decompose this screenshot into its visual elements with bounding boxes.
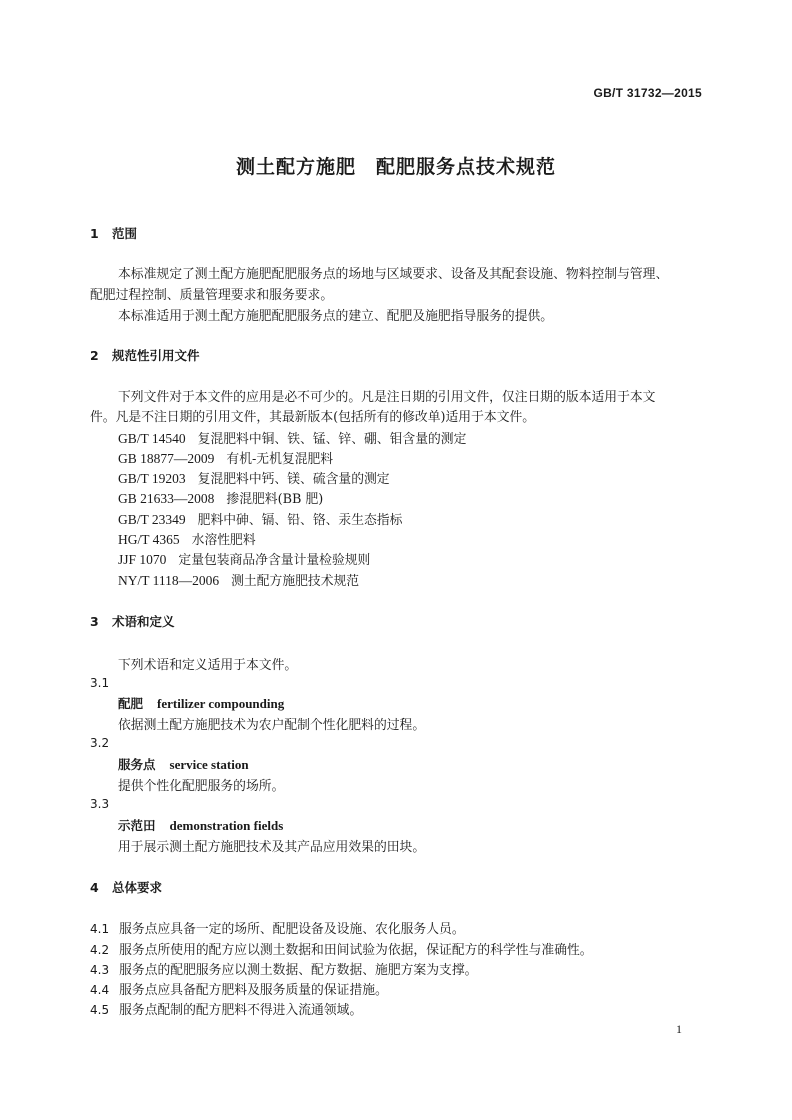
section-2-intro-line-2: 件。凡是不注日期的引用文件，其最新版本(包括所有的修改单)适用于本文件。 <box>90 410 536 425</box>
normative-reference: GB 21633—2008 掺混肥料(BB 肥) <box>118 491 324 507</box>
normative-reference: GB/T 19203 复混肥料中钙、镁、硫含量的测定 <box>118 471 390 487</box>
term-number: 3.3 <box>90 797 110 811</box>
section-number: 3 <box>90 614 99 629</box>
document-title: 测土配方施肥 配肥服务点技术规范 <box>235 156 556 178</box>
term-definition: 依据测土配方施肥技术为农户配制个性化肥料的过程。 <box>118 718 426 733</box>
standard-number: GB/T 31732—2015 <box>593 86 702 100</box>
section-1-paragraph-2: 本标准适用于测土配方施肥配肥服务点的建立、配肥及施肥指导服务的提供。 <box>118 309 554 324</box>
normative-reference: GB/T 14540 复混肥料中铜、铁、锰、锌、硼、钼含量的测定 <box>118 431 467 447</box>
section-number: 2 <box>90 348 99 363</box>
section-number: 1 <box>90 226 99 241</box>
section-1-paragraph-1-line-1: 本标准规定了测土配方施肥配肥服务点的场地与区域要求、设备及其配套设施、物料控制与管理、 <box>118 267 669 282</box>
term-definition: 提供个性化配肥服务的场所。 <box>118 779 285 794</box>
requirement-item: 4.2 服务点所使用的配方应以测土数据和田间试验为依据，保证配方的科学性与准确性。 <box>90 943 593 958</box>
section-title: 规范性引用文件 <box>112 348 200 363</box>
normative-reference: GB/T 23349 肥料中砷、镉、铅、铬、汞生态指标 <box>118 512 403 528</box>
section-1-paragraph-1-line-2: 配肥过程控制、质量管理要求和服务要求。 <box>90 288 334 303</box>
requirement-item: 4.4 服务点应具备配方肥料及服务质量的保证措施。 <box>90 983 388 998</box>
term-heading: 配肥 fertilizer compounding <box>118 696 285 711</box>
section-3-heading <box>90 612 175 630</box>
section-2-intro-line-1: 下列文件对于本文件的应用是必不可少的。凡是注日期的引用文件，仅注日期的版本适用于本文 <box>118 390 656 405</box>
term-definition: 用于展示测土配方施肥技术及其产品应用效果的田块。 <box>118 840 426 855</box>
normative-reference: JJF 1070 定量包装商品净含量计量检验规则 <box>118 552 371 568</box>
term-heading: 服务点 service station <box>118 757 249 772</box>
term-heading: 示范田 demonstration fields <box>118 818 284 833</box>
page-number: 1 <box>676 1022 682 1036</box>
section-3-intro: 下列术语和定义适用于本文件。 <box>118 658 298 673</box>
section-number: 4 <box>90 880 99 895</box>
normative-reference: GB 18877—2009 有机-无机复混肥料 <box>118 451 334 467</box>
section-4-heading <box>90 878 162 896</box>
section-1-heading <box>90 224 137 242</box>
section-title: 范围 <box>112 226 138 241</box>
term-number: 3.2 <box>90 736 110 750</box>
normative-reference: NY/T 1118—2006 测土配方施肥技术规范 <box>118 573 360 589</box>
section-title: 术语和定义 <box>112 614 175 629</box>
section-2-heading <box>90 346 200 364</box>
normative-reference: HG/T 4365 水溶性肥料 <box>118 532 256 548</box>
requirement-item: 4.3 服务点的配肥服务应以测土数据、配方数据、施肥方案为支撑。 <box>90 963 478 978</box>
requirement-item: 4.1 服务点应具备一定的场所、配肥设备及设施、农化服务人员。 <box>90 922 465 937</box>
requirement-item: 4.5 服务点配制的配方肥料不得进入流通领域。 <box>90 1003 363 1018</box>
term-number: 3.1 <box>90 676 110 690</box>
section-title: 总体要求 <box>112 880 163 895</box>
